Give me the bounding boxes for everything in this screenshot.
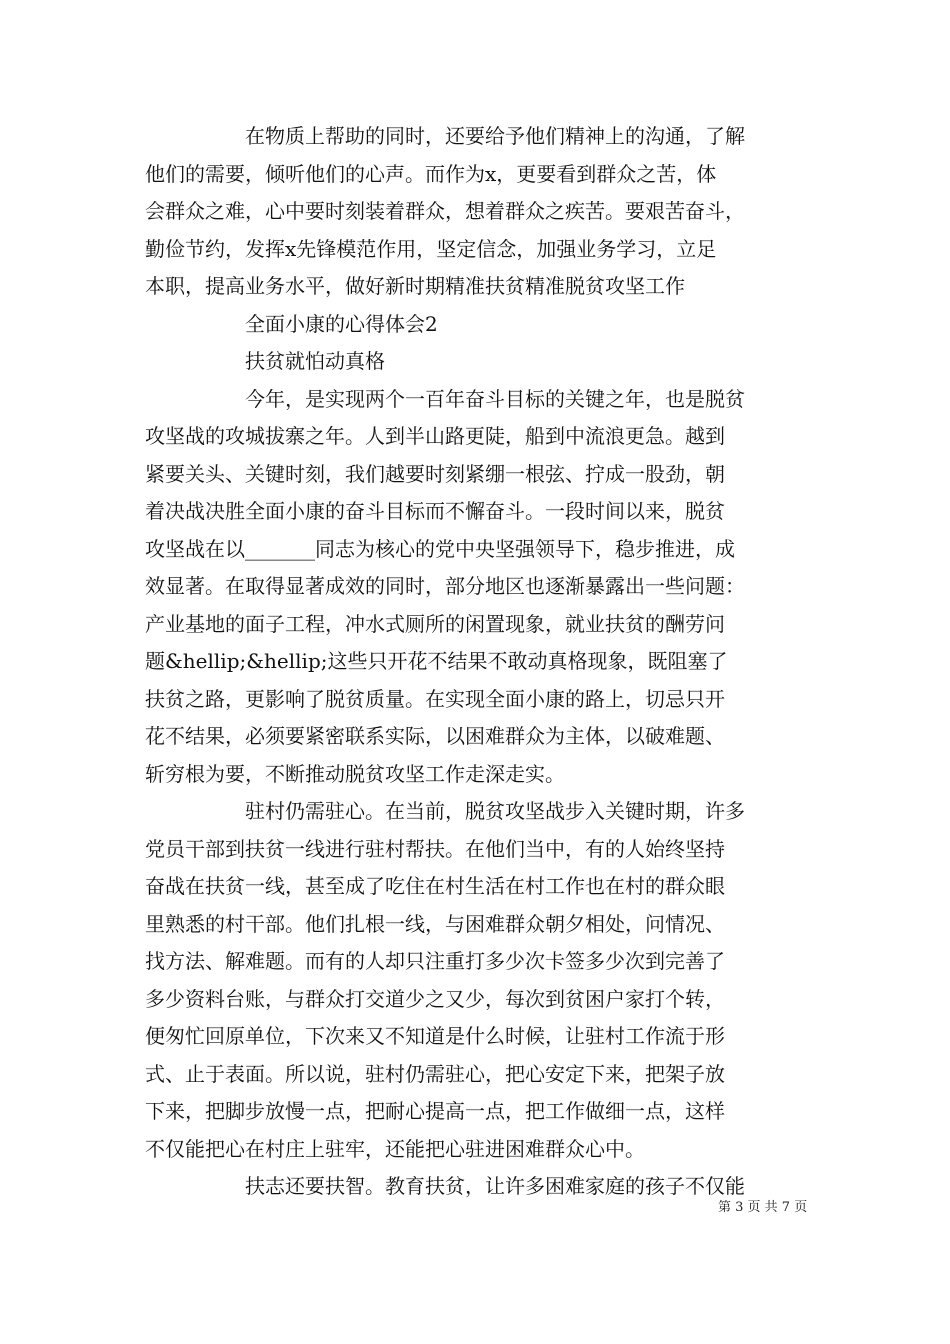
page-number-footer: 第 3 页 共 7 页: [718, 1200, 808, 1215]
text-line: 里熟悉的村干部。他们扎根一线，与困难群众朝夕相处，问情况、: [145, 911, 725, 936]
document-body: [145, 118, 810, 1206]
text-line: 效显著。在取得显著成效的同时，部分地区也逐渐暴露出一些问题：: [145, 574, 745, 598]
text-line: 斩穷根为要，不断推动脱贫攻坚工作走深走实。: [145, 761, 565, 786]
text-line: 攻坚战的攻城拔寨之年。人到半山路更陡，船到中流浪更急。越到: [145, 424, 725, 448]
text-line: 会群众之难，心中要时刻装着群众，想着群众之疾苦。要艰苦奋斗，: [145, 199, 745, 223]
text-line: 奋战在扶贫一线，甚至成了吃住在村生活在村工作也在村的群众眼: [145, 874, 725, 898]
text-line: 便匆忙回原单位，下次来又不知道是什么时候，让驻村工作流于形: [145, 1024, 725, 1048]
text-line: 本职，提高业务水平，做好新时期精准扶贫精准脱贫攻坚工作: [145, 274, 685, 298]
text-line: 党员干部到扶贫一线进行驻村帮扶。在他们当中，有的人始终坚持: [145, 836, 725, 861]
text-line: 下来，把脚步放慢一点，把耐心提高一点，把工作做细一点，这样: [145, 1099, 725, 1123]
text-line: 紧要关头、关键时刻，我们越要时刻紧绷一根弦、拧成一股劲，朝: [145, 461, 725, 486]
text-line: 勤俭节约，发挥x先锋模范作用，坚定信念，加强业务学习，立足: [145, 236, 717, 261]
section-subheading: 扶贫就怕动真格: [245, 349, 385, 373]
section-heading: 全面小康的心得体会2: [245, 311, 438, 336]
text-line: 多少资料台账，与群众打交道少之又少，每次到贫困户家打个转，: [145, 986, 725, 1011]
text-line: 题&hellip;&hellip;这些只开花不结果不敢动真格现象，既阻塞了: [145, 649, 728, 673]
text-line: 着决战决胜全面小康的奋斗目标而不懈奋斗。一段时间以来，脱贫: [145, 499, 725, 523]
text-line: 式、止于表面。所以说，驻村仍需驻心，把心安定下来，把架子放: [145, 1061, 725, 1086]
text-line: 扶志还要扶智。教育扶贫，让许多困难家庭的孩子不仅能: [245, 1174, 745, 1198]
text-line: 攻坚战在以_______同志为核心的党中央坚强领导下，稳步推进，成: [145, 536, 735, 561]
text-line: 花不结果，必须要紧密联系实际，以困难群众为主体，以破难题、: [145, 724, 725, 748]
text-line: 他们的需要，倾听他们的心声。而作为x，更要看到群众之苦，体: [145, 161, 717, 186]
text-line: 产业基地的面子工程，冲水式厕所的闲置现象，就业扶贫的酬劳问: [145, 611, 725, 636]
text-line: 扶贫之路，更影响了脱贫质量。在实现全面小康的路上，切忌只开: [145, 686, 725, 711]
text-line: 在物质上帮助的同时，还要给予他们精神上的沟通，了解: [245, 124, 745, 148]
text-line: 驻村仍需驻心。在当前，脱贫攻坚战步入关键时期，许多: [245, 799, 745, 823]
text-line: 今年，是实现两个一百年奋斗目标的关键之年，也是脱贫: [245, 386, 745, 411]
text-line: 不仅能把心在村庄上驻牢，还能把心驻进困难群众心中。: [145, 1136, 645, 1161]
text-line: 找方法、解难题。而有的人却只注重打多少次卡签多少次到完善了: [145, 949, 725, 973]
